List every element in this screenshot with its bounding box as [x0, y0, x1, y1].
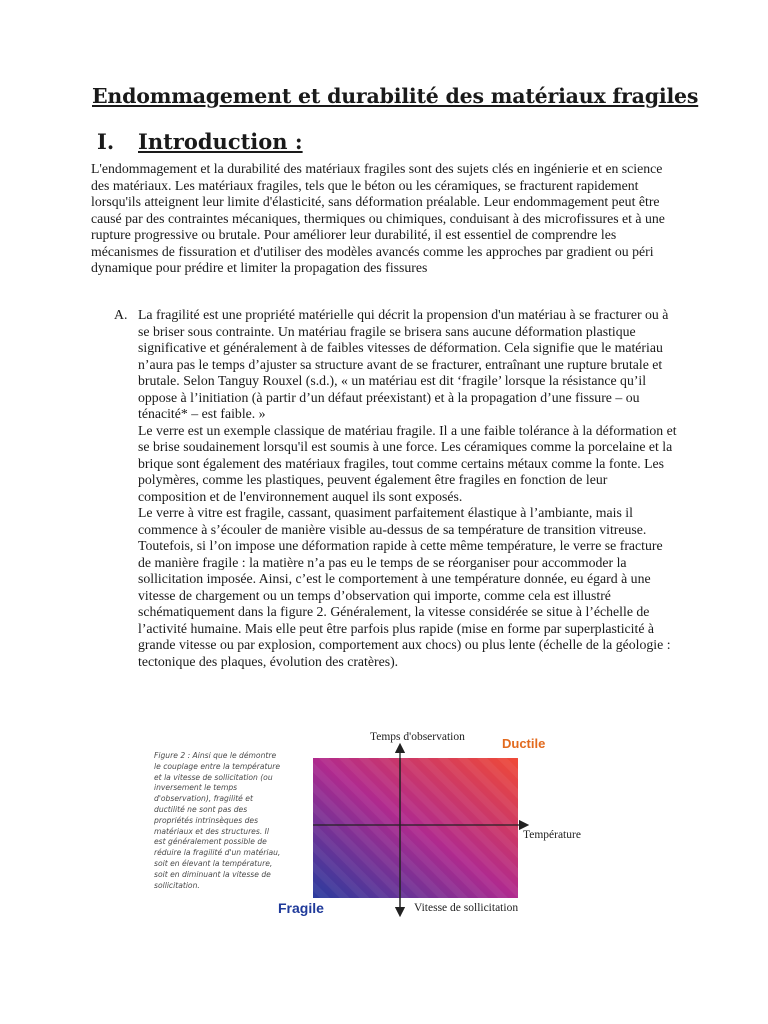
axis-label-loading-rate: Vitesse de sollicitation [414, 902, 519, 914]
gradient-stripes [313, 758, 518, 898]
section-title: Introduction : [138, 129, 303, 154]
list-paragraph-1: La fragilité est une propriété matérielle qui décrit la propension d'un matériau à se fracturer ou à se briser sous contrainte. Un matériau fragile se brisera sans aucune déformation plastique significative et généralement à de faibles vitesses de déformation. Cela signifie que le matériau n’aura pas le temps d’ajuster sa structure avant de se fracturer, entraînant une rupture brutale et brutale. Selon Tanguy Rouxel (s.d.), « un matériau est dit ‘fragile’ lorsque la résistance qu’il oppose à l’initiation (à partir d’un défaut préexistant) et à la propagation d’une fissure – ou ténacité* – est faible. » [138, 307, 669, 421]
list-paragraph-3: Le verre à vitre est fragile, cassant, quasiment parfaitement élastique à l’ambiante, mais il commence à s’écouler de manière visible au-dessus de sa température de transition vitreuse. Toutefois, si l’on impose une déformation rapide à cette même température, le verre se fracture de manière fragile : la matière n’a pas eu le temps de se réorganiser pour accommoder la sollicitation imposée. Ainsi, c’est le comportement à une température donnée, eu égard à une vitesse de chargement ou un temps d’observation qui importe, comme cela est illustré schématiquement dans la figure 2. Généralement, la vitesse considérée se situe à l’échelle de l’activité humaine. Mais elle peut être parfois plus rapide (mise en forme par superplasticité à grande vitesse ou par explosion, comportement aux chocs) ou plus lente (échelle de la géologie : tectonique des plaques, évolution des cratères). [138, 505, 671, 669]
axis-label-temperature: Température [523, 829, 581, 841]
figure-2 [150, 728, 581, 918]
list-item-letter: A. [114, 307, 128, 322]
intro-paragraph: L'endommagement et la durabilité des matériaux fragiles sont des sujets clés en ingénierie et en science des matériaux. Les matériaux fragiles, tels que le béton ou les céramiques, se fracturent rapidement lorsqu'ils atteignent leur limite d'élasticité, sans déformation préalable. Leur endommagement peut être causé par des contraintes mécaniques, thermiques ou chimiques, conduisant à des microfissures et à une rupture progressive ou brutale. Pour améliorer leur durabilité, il est essentiel de comprendre les mécanismes de fissuration et d'utiliser des modèles avancés comme les approches par gradient ou péri dynamique pour prédire et limiter la propagation des fissures [91, 161, 665, 275]
label-fragile: Fragile [278, 900, 324, 916]
document-title: Endommagement et durabilité des matériaux fragiles [92, 84, 699, 108]
figure-diagram [150, 728, 570, 918]
figure-caption: Figure 2 : Ainsi que le démontre le couplage entre la température et la vitesse de sollicitation (ou inversement le temps d'observation), fragilité et ductilité ne sont pas des propriétés intrinsèques des matériaux et des structures. Il est généralement possible de réduire la fragilité d'un matériau, soit en élevant la température, soit en diminuant la vitesse de sollicitation. [154, 751, 281, 890]
list-paragraph-2: Le verre est un exemple classique de matériau fragile. Il a une faible tolérance à la déformation et se brise soudainement lorsqu'il est soumis à une force. Les céramiques comme la porcelaine et la brique sont également des matériaux fragiles, tout comme certains métaux comme la fonte. Les polymères, comme les plastiques, peuvent également être fragiles en fonction de leur composition et de l'environnement auquel ils sont exposés. [138, 422, 677, 504]
section-heading [97, 129, 303, 154]
label-ductile: Ductile [502, 736, 546, 751]
section-number: I. [97, 129, 115, 154]
axis-label-observation-time: Temps d'observation [370, 731, 465, 743]
list-item-body [138, 307, 678, 670]
